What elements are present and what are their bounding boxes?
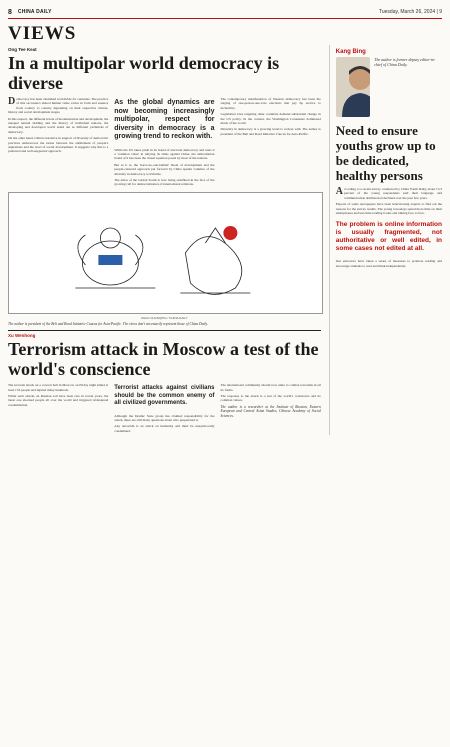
second-paragraph: Any terrorism is an attack on humanity and must be unequivocally condemned. <box>114 424 215 433</box>
column-body <box>336 187 442 268</box>
second-paragraph: The international community should now unite to combat terrorism in all its forms. <box>220 383 321 392</box>
editorial-cartoon <box>8 192 323 314</box>
lead-paragraph: In this respect, the different levels of modernization and development, the unequal natural bidding and the history of individual nations, the developing and developed world stand out as different yardsticks of democracy. <box>8 116 109 134</box>
section-divider <box>8 330 321 331</box>
byline-second: Xu Wenhong <box>8 333 36 339</box>
pull-quote-lead: As the global dynamics are now becoming increasingly multipolar, respect for diversity in democracy is a growing trend to reckon with. <box>114 99 215 140</box>
author-portrait-icon <box>336 57 370 117</box>
lead-paragraph: While the US takes pride in its brand of electoral democracy and touts it a 'common value' in rallying its allies against China, the authoritarian brand of it has been the visual equation posed by most of the nations. <box>114 147 215 161</box>
headline-second: Terrorism attack in Moscow a test of the world's conscience <box>8 339 319 380</box>
masthead <box>8 6 442 19</box>
lead-paragraph: Diversity in democracy is a growing trend to reckon with. The author is president of the Belt and Road Initiative Caucus for Asia-Pacific. <box>220 127 321 136</box>
author-note-second: The author is a researcher at the Institute of Russian, Eastern European and Central Asian Studies, Chinese Academy of Social Sciences. <box>220 404 321 418</box>
column-paragraph: According to a recent survey conducted by China Youth Daily, about 13.3 percent of the young respondents said their language and communication abilities had declined over the past few years. <box>335 186 442 200</box>
section-label: VIEWS <box>8 23 77 44</box>
byline-lead: Ong Tee Keat <box>8 47 37 52</box>
author-note-lead: The author is president of the Belt and Road Initiative Caucus for Asia-Pacific. The views don't necessarily represent those of China Daily. <box>8 321 208 326</box>
pull-quote-second: Terrorist attacks against civilians should be the common enemy of all civilized governments. <box>114 385 215 407</box>
lead-paragraph: But as it is, the 'leave-no-one-behind' mode of development and the people-centered approach put forward by China speaks volumes of the diversity in democracy worldwide. <box>114 162 215 176</box>
column-author-bio: The author is former deputy editor-in-chief of China Daily. <box>374 57 436 67</box>
lead-article-body <box>8 97 321 189</box>
lead-paragraph: On the other hand, China's narrative in support of diversity of democratic practices underscores the nexus between the entitlement of people's aspirations and the level of social development. It suggests why this is a preferred and well-supported approach. <box>8 136 109 154</box>
second-paragraph: Although the Islamic State group has claimed responsibility for the attack, there are still many questions about who perpetrated it. <box>114 413 215 423</box>
second-paragraph: The terrorist attack on a concert hall in Moscow on Friday night killed at least 133 people and injured many hundreds. <box>8 383 109 392</box>
second-paragraph: The response to the attack is a test of the world's conscience and its common values. <box>220 393 321 403</box>
second-article-body <box>8 383 321 435</box>
lead-paragraph: The contemporary manifestation of Western democracy has been the staging of one-person-one-vote elections that pay lip service to inclusivity. <box>220 97 321 110</box>
column-paragraph: Our educators have taken a series of measures to promote reading and encourage students to read and think independently. <box>335 259 442 268</box>
cartoon-credit: ZHAO CHUNQING / CHINA DAILY <box>141 315 188 320</box>
second-paragraph: While such attacks on Russian soil have been rare in recent years, the latest one shocked people all over the world and triggered widespread condemnation. <box>8 393 109 407</box>
author-photo <box>336 57 370 117</box>
cartoon-illustration <box>9 193 322 313</box>
lead-paragraph: The ethos of the Global South is now being redefined in the face of the growing call for democratization of international relations. <box>114 177 215 187</box>
page-number: 8 <box>8 8 12 16</box>
column-headline: Need to ensure youths grow up to be dedicated, healthy persons <box>335 123 436 183</box>
issue-date: Tuesday, March 26, 2024 | 9 <box>378 9 442 15</box>
opinion-column <box>329 45 442 435</box>
column-author-name: Kang Bing <box>335 49 366 55</box>
paper-name: CHINA DAILY <box>17 9 52 15</box>
lead-paragraph: Legislation laws targeting other countries demand substantial change in the US policy. In the context, the Washington Consensus dominated much of the world. <box>220 112 321 126</box>
lead-paragraph: Democracy has been cherished worldwide for centuries. The practice of this sacrosanct shared human value varies in form and essence from country to country depending on their respective culture, history and social development stages. <box>8 96 109 115</box>
headline-lead: In a multipolar world democracy is diverse <box>8 53 280 93</box>
column-paragraph: Experts of some newspapers have been interviewing experts to find out the reasons for the survey results. The young nowadays spend more time on their smartphones and less time reading books and talking face to face. <box>335 202 442 216</box>
section-title <box>8 23 442 45</box>
main-column <box>8 45 321 435</box>
pull-quote-column: The problem is online information is usually fragmented, not authoritative or well edited, in some cases not edited at all. <box>335 221 442 253</box>
